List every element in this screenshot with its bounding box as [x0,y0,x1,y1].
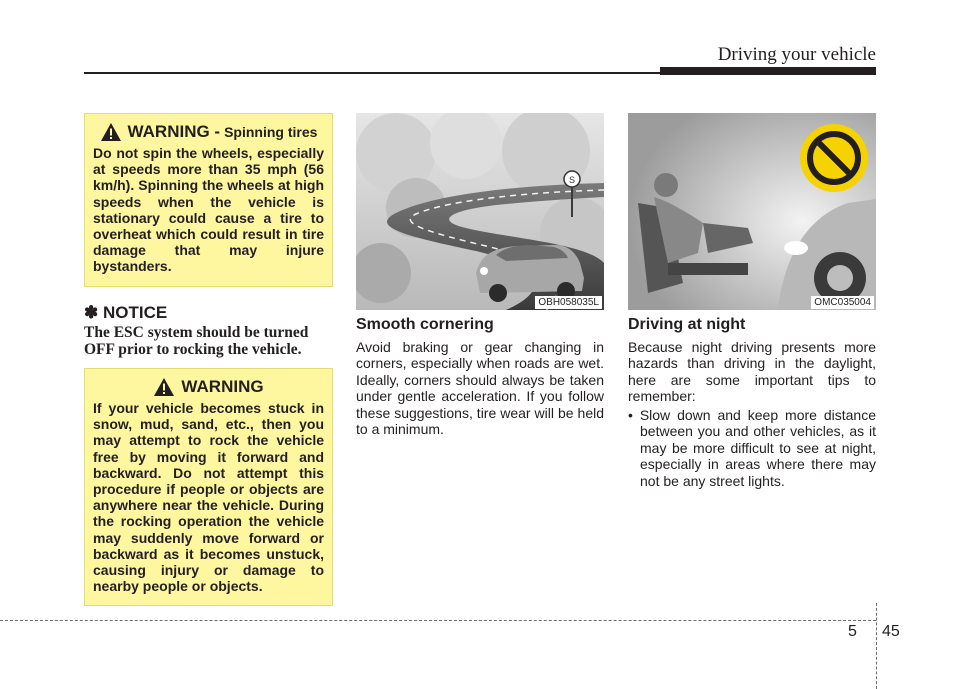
warning-spinning-tires-box [84,113,333,287]
prohibition-icon [800,124,868,192]
footer-divider [876,603,877,689]
warning-spinning-subtitle: Spinning tires [224,124,318,140]
night-driving-illustration [628,113,876,310]
smooth-cornering-title: Smooth cornering [356,316,494,333]
driving-night-title: Driving at night [628,316,746,333]
page-number: 45 [882,623,900,640]
notice-body: The ESC system should be turned OFF prior to rocking the vehicle. [84,324,309,358]
page-header-title: Driving your vehicle [717,44,876,65]
warning-spinning-body: Do not spin the wheels, especially at speeds more than 35 mph (56 km/h). Spinning the wheels at high speeds when the vehicle is stationary could cause a tire to overheat which could result in tire damage that may injure bystanders. [93,145,324,275]
notice-title: ✽ NOTICE [84,303,168,322]
warning-stuck-vehicle-box [84,368,333,606]
figure-cornering-code: OBH058035L [535,296,602,309]
driving-night-body: Because night driving presents more hazards than driving in the daylight, here are some important tips to remember: [628,339,876,405]
warning-stuck-title: WARNING [181,377,264,396]
driving-night-bullet: • Slow down and keep more distance between you and other vehicles, as it may be more difficult to see at night, especially in areas where there may not be any street lights. [628,407,876,489]
figure-night-driving [628,113,876,310]
smooth-cornering-body: Avoid braking or gear changing in corners, especially when roads are wet. Ideally, corners should always be taken under gentle acceleration. If you follow these suggestions, tire wear will be held to a minimum. [356,339,604,438]
warning-triangle-icon [153,377,175,397]
warning-triangle-icon [100,122,122,142]
svg-text:S: S [569,175,576,185]
footer-rule [0,620,876,621]
warning-stuck-body: If your vehicle becomes stuck in snow, mud, sand, etc., then you may attempt to rock the vehicle free by moving it forward and backward. Do not attempt this procedure if people or objects are anywhere near the vehicle. During the rocking operation the vehicle may suddenly move forward or backward as it becomes unstuck, causing injury or damage to nearby people or objects. [93,400,324,595]
header-rule-thin [84,72,660,74]
header-rule-thick [660,67,876,75]
road-car-illustration [356,113,604,310]
figure-night-code: OMC035004 [811,296,874,309]
warning-spinning-title: WARNING - [127,122,221,141]
figure-cornering-road [356,113,604,310]
page-section-number: 5 [848,623,857,640]
